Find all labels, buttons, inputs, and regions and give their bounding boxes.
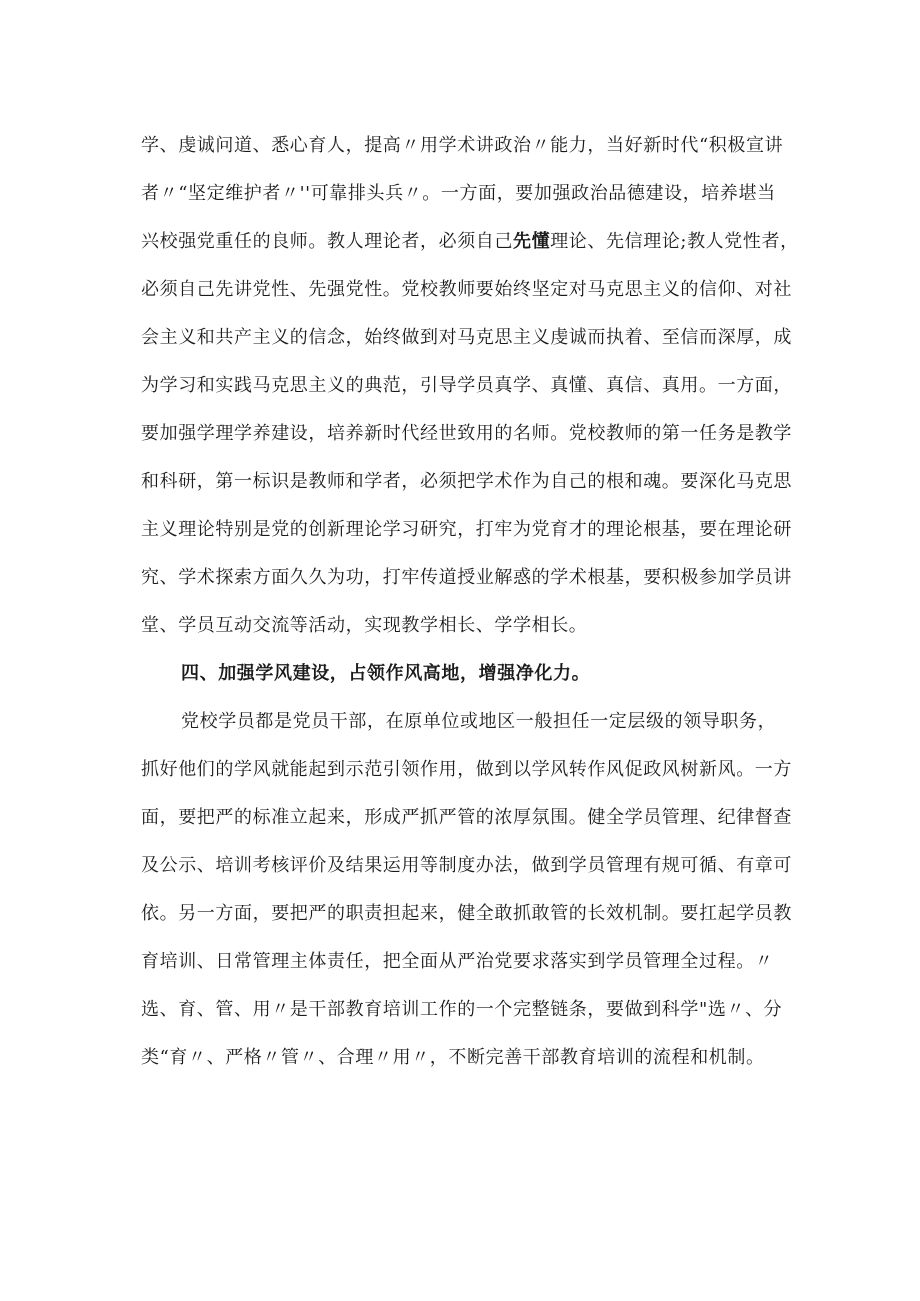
paragraph-line: 及公示、培训考核评价及结果运用等制度办法，做到学员管理有规可循、有章可 bbox=[141, 855, 792, 876]
text-run: 理论、先信理论;教人党性者， bbox=[550, 231, 799, 252]
paragraph-line: 和科研，第一标识是教师和学者，必须把学术作为自己的根和魂。要深化马克思 bbox=[141, 471, 792, 492]
paragraph-line: 究、学术探索方面久久为功，打牢传道授业解惑的学术根基，要积极参加学员讲 bbox=[141, 567, 792, 588]
paragraph-line: 类“育〃、严格〃管〃、合理〃用〃，不断完善干部教育培训的流程和机制。 bbox=[141, 1047, 765, 1068]
paragraph-line: 选、育、管、用〃是干部教育培训工作的一个完整链条，要做到科学"选〃、分 bbox=[141, 999, 783, 1020]
bold-text-run: 先懂 bbox=[513, 231, 551, 252]
paragraph-line: 要加强学理学养建设，培养新时代经世致用的名师。党校教师的第一任务是教学 bbox=[141, 423, 792, 444]
paragraph-line: 会主义和共产主义的信念，始终做到对马克思主义虔诚而执着、至信而深厚，成 bbox=[141, 327, 792, 348]
paragraph-line bbox=[141, 229, 799, 255]
paragraph-line: 主义理论特别是党的创新理论学习研究，打牢为党育才的理论根基，要在理论研 bbox=[141, 519, 792, 540]
paragraph-line: 育培训、日常管理主体责任，把全面从严治党要求落实到学员管理全过程。〃 bbox=[141, 951, 774, 972]
paragraph-line: 学、虔诚问道、悉心育人，提高〃用学术讲政治〃能力，当好新时代“积极宣讲 bbox=[141, 135, 784, 156]
paragraph-line: 必须自己先讲党性、先强党性。党校教师要始终坚定对马克思主义的信仰、对社 bbox=[141, 279, 792, 300]
paragraph-line: 堂、学员互动交流等活动，实现教学相长、学学相长。 bbox=[141, 615, 588, 636]
section-heading: 四、加强学风建设，占领作风高地，增强净化力。 bbox=[181, 663, 591, 684]
paragraph-line: 依。另一方面，要把严的职责担起来，健全敢抓敢管的长效机制。要扛起学员教 bbox=[141, 903, 792, 924]
paragraph-line: 者〃“坚定维护者〃''可靠排头兵〃。一方面，要加强政治品德建设，培养堪当 bbox=[141, 183, 776, 204]
paragraph-line: 党校学员都是党员干部，在原单位或地区一般担任一定层级的领导职务， bbox=[181, 711, 777, 732]
text-run: 兴校强党重任的良师。教人理论者，必须自己 bbox=[141, 231, 513, 252]
paragraph-line: 面，要把严的标准立起来，形成严抓严管的浓厚氛围。健全学员管理、纪律督查 bbox=[141, 807, 792, 828]
paragraph-line: 为学习和实践马克思主义的典范，引导学员真学、真懂、真信、真用。一方面， bbox=[141, 375, 792, 396]
paragraph-line: 抓好他们的学风就能起到示范引领作用，做到以学风转作风促政风树新风。一方 bbox=[141, 759, 792, 780]
